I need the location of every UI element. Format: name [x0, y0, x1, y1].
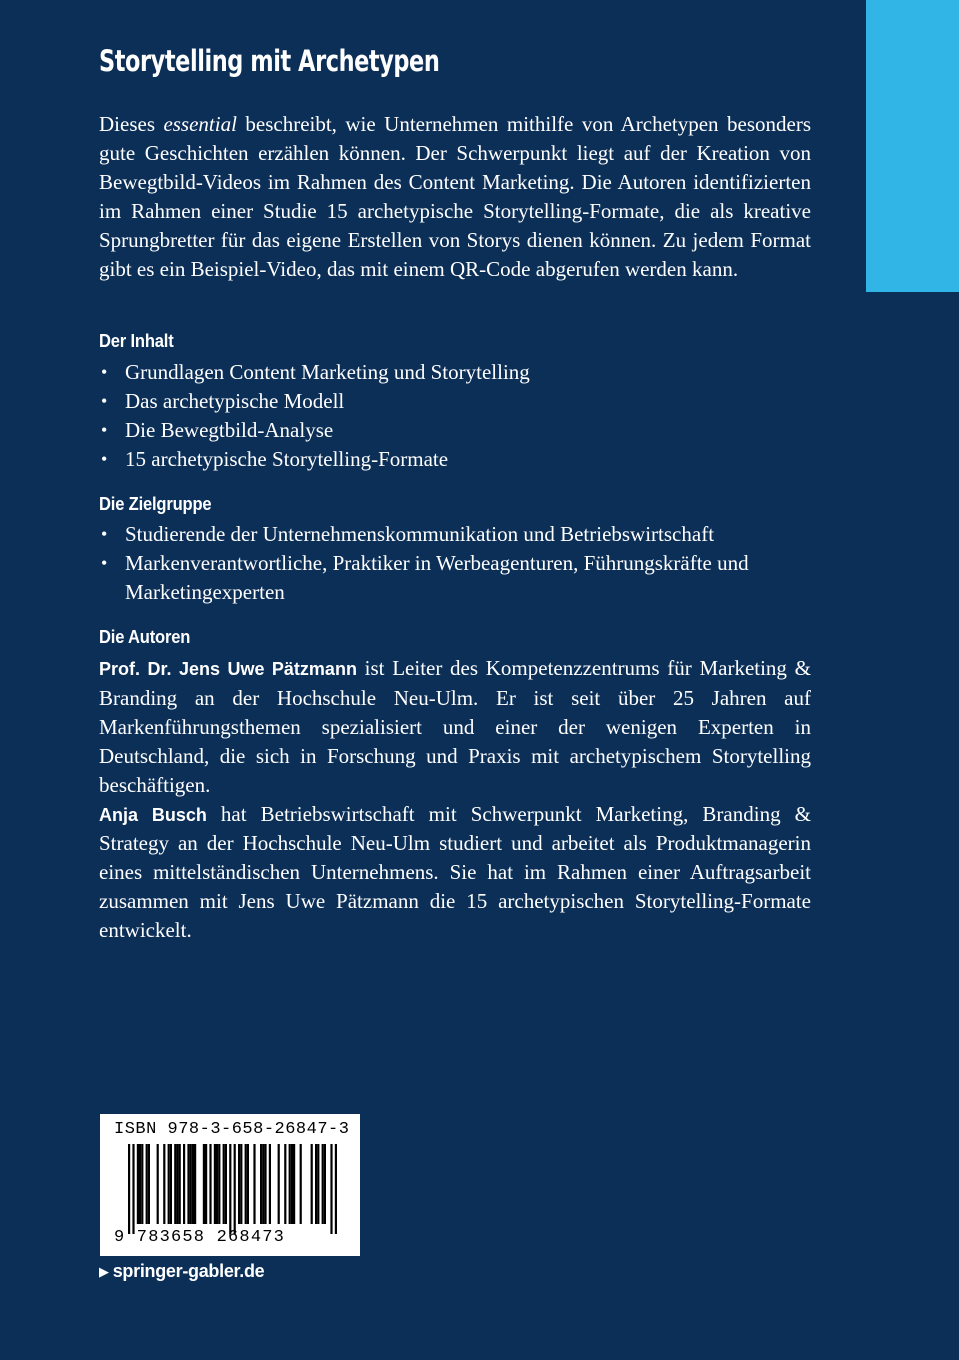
- triangle-right-icon: ▶: [99, 1264, 109, 1279]
- barcode-bar: [245, 1144, 247, 1224]
- barcode-bar: [139, 1144, 141, 1224]
- author-bio: ist Leiter des Kompetenzzentrums für Marketing & Branding an der Hochschule Neu-Ulm. Er ist seit über 25 Jahren auf Markenführungsthemen spezialisiert und einer der wenigen Experten in Deutschland, die sich in Forschung und Praxis mit archetypischem Storytelling beschäftigen.: [99, 656, 811, 797]
- list-item: • Die Bewegtbild-Analyse: [99, 416, 811, 445]
- barcode-bar: [291, 1144, 293, 1224]
- barcode-bar: [278, 1144, 280, 1224]
- barcode-bar: [216, 1144, 218, 1224]
- author-bio: hat Betriebswirtschaft mit Schwerpunkt Marketing, Branding & Strategy an der Hochschule Neu-Ulm studiert und arbeitet als Produktmanagerin eines mittelständischen Unternehmens. Sie hat im Rahmen einer Auftragsarbeit zusammen mit Jens Uwe Pätzmann die 15 archetypischen Storytelling-Formate entwickelt.: [99, 801, 811, 943]
- barcode-bar: [174, 1144, 176, 1224]
- bullet-icon: •: [101, 524, 108, 544]
- barcode-bar: [132, 1144, 134, 1234]
- barcode-bar: [234, 1144, 236, 1234]
- barcode-bar: [322, 1144, 324, 1224]
- bullet-icon: •: [101, 390, 108, 411]
- barcode-bar: [148, 1144, 150, 1224]
- intro-paragraph: [99, 110, 811, 283]
- barcode-bar: [300, 1144, 302, 1224]
- barcode-bar: [190, 1144, 192, 1224]
- list-item: • Das archetypische Modell: [99, 387, 811, 416]
- isbn-label: ISBN 978-3-658-26847-3: [114, 1120, 350, 1139]
- barcode-bar: [269, 1144, 271, 1224]
- inhalt-heading: Der Inhalt: [99, 331, 174, 351]
- list-item: • 15 archetypische Storytelling-Formate: [99, 445, 811, 474]
- barcode-bar: [238, 1144, 240, 1224]
- barcode-bar: [218, 1144, 220, 1224]
- barcode-bar: [223, 1144, 225, 1224]
- book-title: Storytelling mit Archetypen: [99, 44, 440, 78]
- list-item: • Grundlagen Content Marketing und Storytelling: [99, 358, 811, 387]
- autoren-heading: Die Autoren: [99, 627, 191, 647]
- barcode-bar: [192, 1144, 194, 1224]
- barcode-bar: [324, 1144, 326, 1224]
- bullet-icon: •: [101, 362, 108, 382]
- barcode-bar: [260, 1144, 262, 1224]
- barcode-bar: [284, 1144, 286, 1224]
- barcode-bar: [141, 1144, 143, 1224]
- barcode-bar: [146, 1144, 148, 1224]
- bullet-icon: •: [101, 419, 108, 440]
- accent-color-bar: [866, 0, 959, 292]
- barcode-bar: [183, 1144, 185, 1224]
- authors-section: [99, 654, 811, 945]
- barcode-bar: [168, 1144, 170, 1224]
- barcode-bar: [176, 1144, 178, 1224]
- barcode-bar: [293, 1144, 295, 1224]
- barcode-bar: [194, 1144, 196, 1224]
- barcode-bar: [205, 1144, 207, 1224]
- publisher-link[interactable]: [99, 1261, 264, 1282]
- barcode-bar: [170, 1144, 172, 1224]
- barcode-digits: 9 783658 268473: [114, 1228, 286, 1247]
- intro-text-start: Dieses: [99, 112, 164, 136]
- barcode-bar: [289, 1144, 291, 1224]
- intro-emphasis: essential: [163, 112, 237, 136]
- barcode-bar: [157, 1144, 159, 1224]
- barcode-bar: [240, 1144, 242, 1224]
- barcode-bar: [317, 1144, 319, 1224]
- barcode-bar: [214, 1144, 216, 1224]
- zielgruppe-list: [99, 520, 811, 607]
- barcode-bar: [179, 1144, 181, 1224]
- barcode-bar: [229, 1144, 231, 1234]
- zielgruppe-heading: Die Zielgruppe: [99, 494, 212, 514]
- barcode-bar: [262, 1144, 264, 1224]
- barcode-bar: [247, 1144, 249, 1224]
- barcode-bar: [137, 1144, 139, 1224]
- isbn-barcode: [100, 1114, 360, 1256]
- barcode-bar: [187, 1144, 189, 1224]
- bullet-icon: •: [101, 552, 108, 573]
- list-item: • Studierende der Unternehmenskommunikation und Betriebswirtschaft: [99, 520, 811, 549]
- barcode-bar: [330, 1144, 332, 1234]
- barcode-bar: [225, 1144, 227, 1224]
- barcode-bar: [315, 1144, 317, 1224]
- publisher-url: springer-gabler.de: [112, 1261, 265, 1281]
- barcode-bar: [311, 1144, 313, 1224]
- barcode-bar: [203, 1144, 205, 1224]
- author-name: Anja Busch: [99, 804, 207, 825]
- list-item: • Markenverantwortliche, Praktiker in Werbeagenturen, Führungskräfte und Marketingexperten: [101, 550, 749, 604]
- barcode-bar: [335, 1144, 337, 1234]
- barcode-bar: [163, 1144, 165, 1224]
- barcode-bar: [209, 1144, 211, 1224]
- inhalt-list: [99, 358, 811, 474]
- bullet-icon: •: [101, 448, 108, 469]
- intro-text-rest: beschreibt, wie Unternehmen mithilfe von Archetypen besonders gute Geschichten erzählen können. Der Schwerpunkt liegt auf der Kreation von Bewegtbild-Videos im Rahmen des Content Marketing. Die Autoren identifizierten im Rahmen einer Studie 15 archetypische Storytelling-Formate, die als kreative Sprungbretter für das eigene Erstellen von Storys dienen können. Zu jedem Format gibt es ein Beispiel-Video, das mit einem QR-Code abgerufen werden kann.: [99, 112, 811, 281]
- barcode-bar: [264, 1144, 266, 1224]
- author-name: Prof. Dr. Jens Uwe Pätzmann: [99, 659, 357, 679]
- barcode-bar: [128, 1144, 130, 1234]
- barcode-bar: [253, 1144, 255, 1224]
